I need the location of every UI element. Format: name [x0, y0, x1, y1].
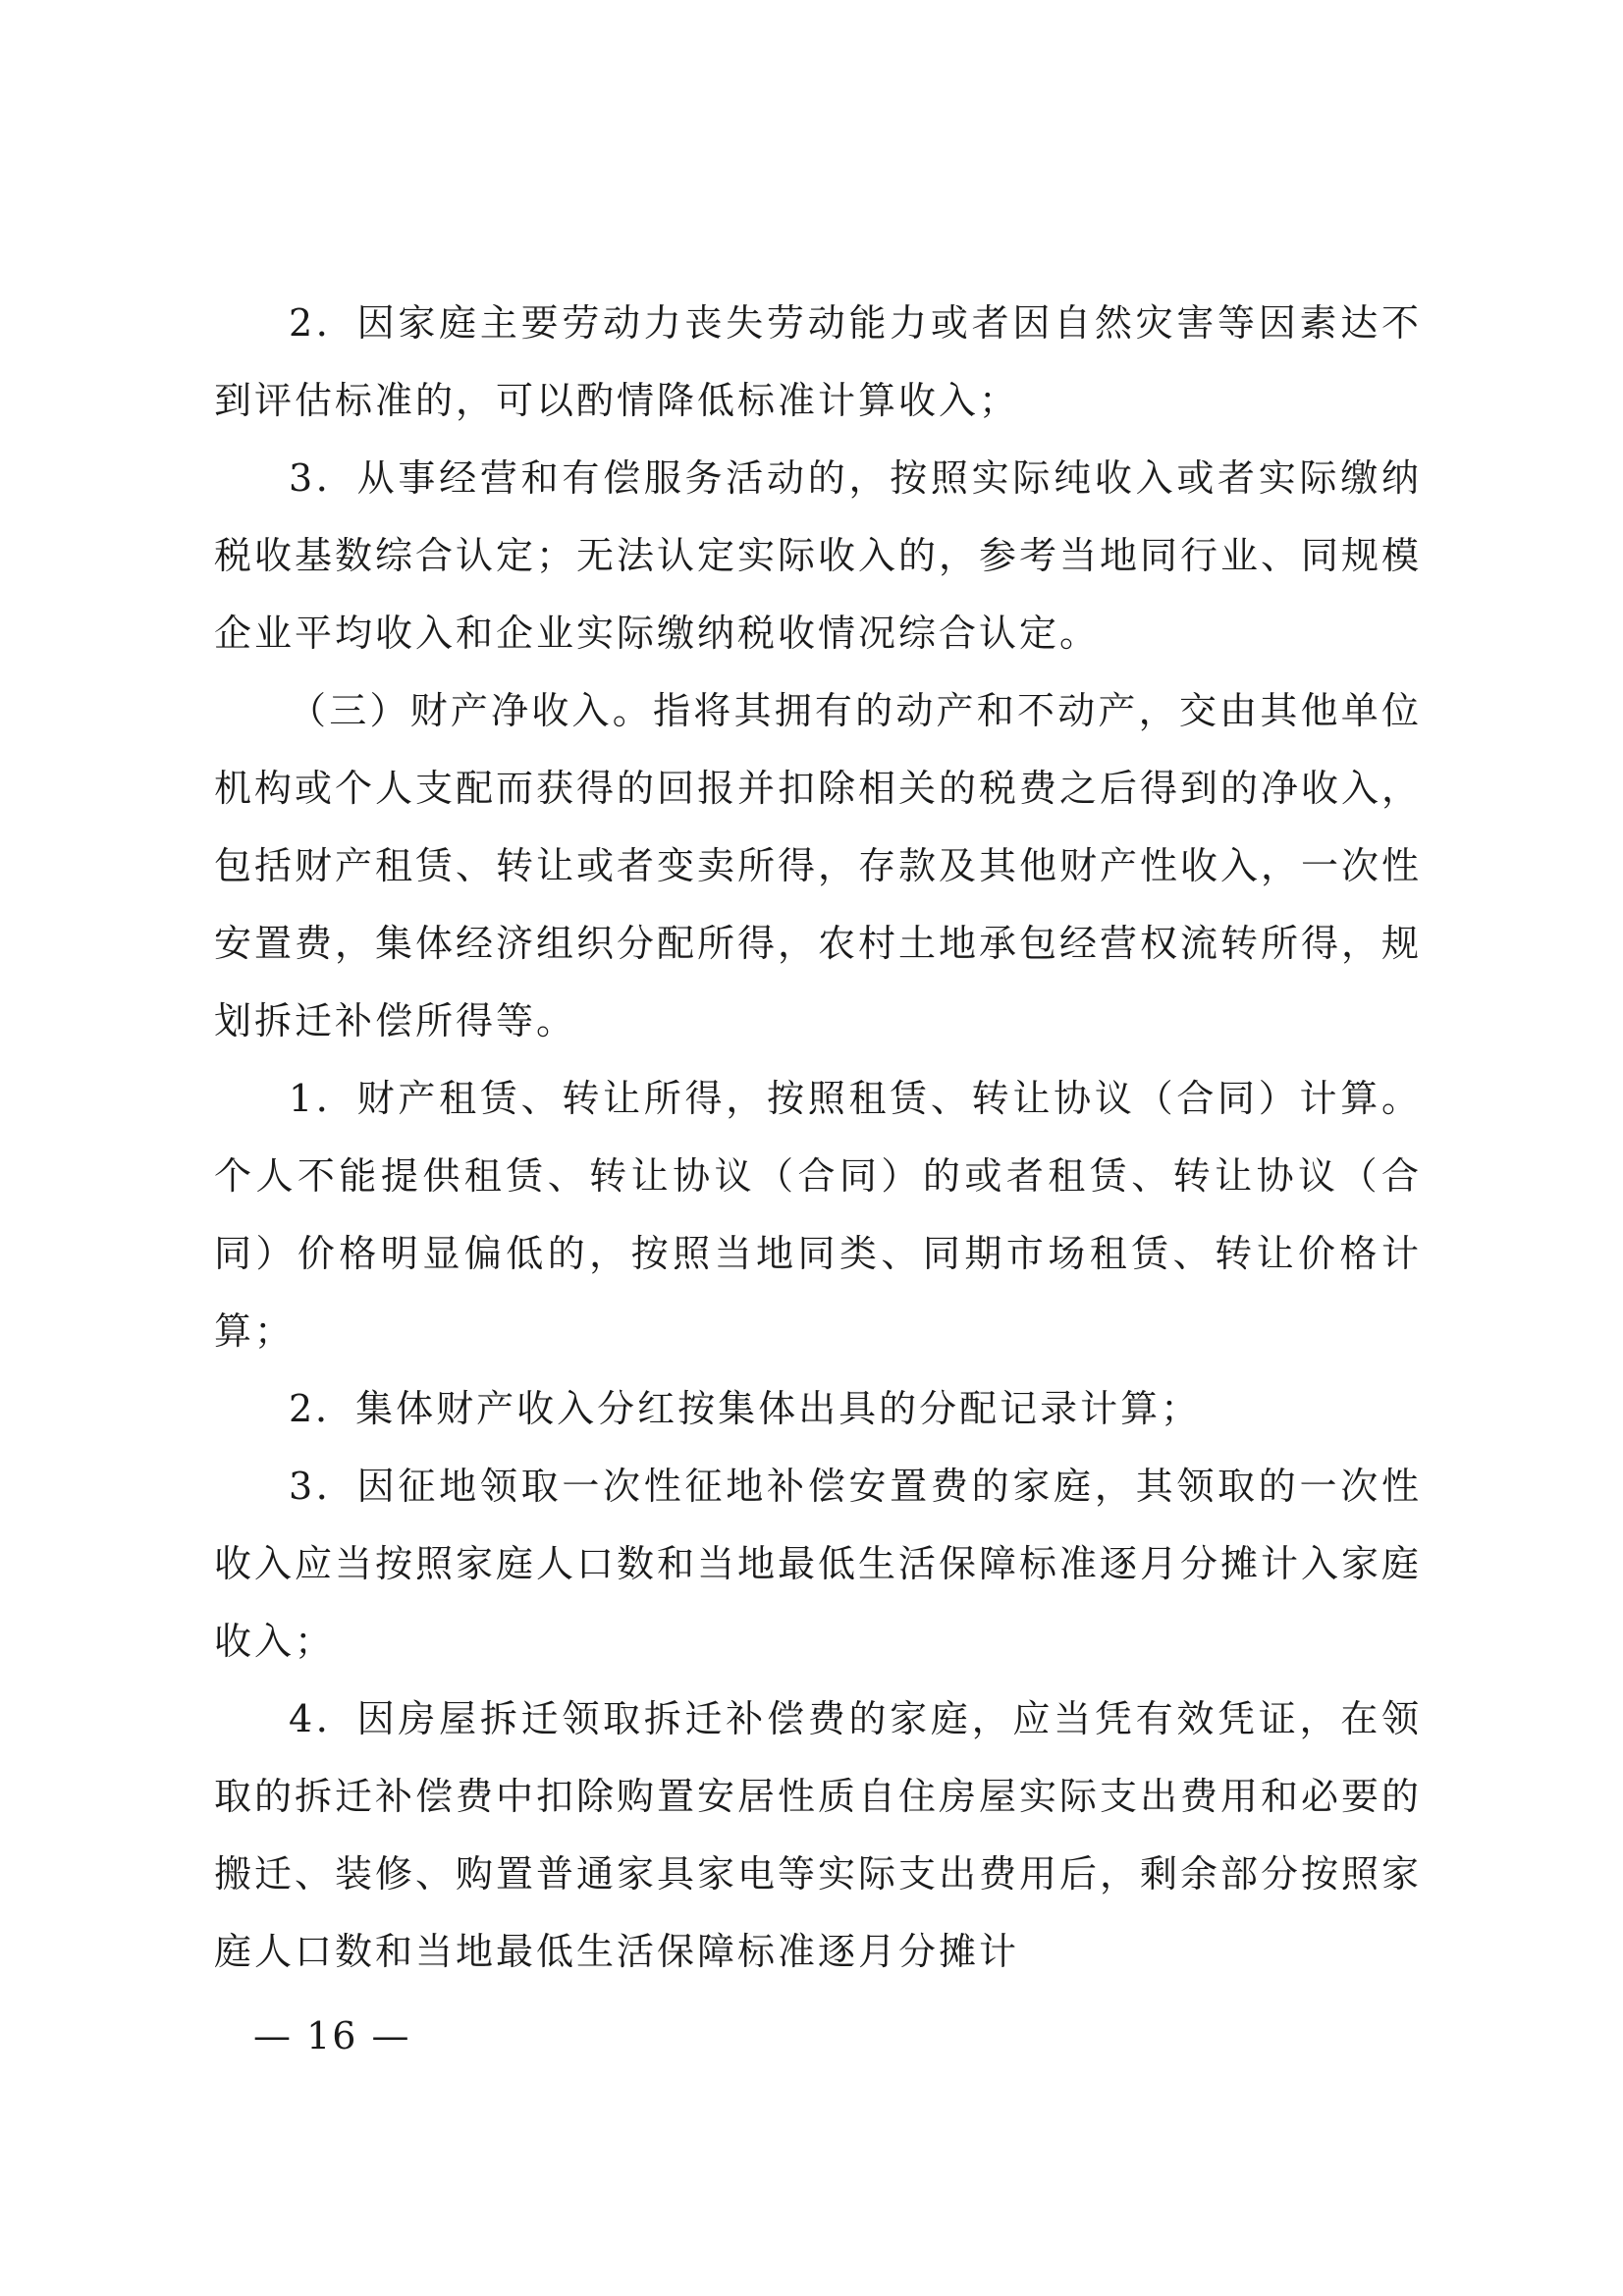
page-number: — 16 —: [253, 2014, 411, 2057]
paragraph: 2．集体财产收入分红按集体出具的分配记录计算；: [289, 1387, 1202, 1430]
paragraph: （三）财产净收入。指将其拥有的动产和不动产，交由其他单位机构或个人支配而获得的回报并扣除相关的税费之后得到的净收入，包括财产租赁、转让或者变卖所得，存款及其他财产性收入，一次性安置费，集体经济组织分配所得，农村土地承包经营权流转所得，规划拆迁补偿所得等。: [214, 689, 1423, 1042]
paragraph: 3．因征地领取一次性征地补偿安置费的家庭，其领取的一次性收入应当按照家庭人口数和当地最低生活保障标准逐月分摊计入家庭收入；: [214, 1465, 1423, 1663]
paragraph: 4．因房屋拆迁领取拆迁补偿费的家庭，应当凭有效凭证，在领取的拆迁补偿费中扣除购置安居性质自住房屋实际支出费用和必要的搬迁、装修、购置普通家具家电等实际支出费用后，剩余部分按照家庭人口数和当地最低生活保障标准逐月分摊计: [214, 1697, 1423, 1973]
paragraph: 2．因家庭主要劳动力丧失劳动能力或者因自然灾害等因素达不到评估标准的，可以酌情降低标准计算收入；: [214, 301, 1422, 422]
paragraph: 1．财产租赁、转让所得，按照租赁、转让协议（合同）计算。个人不能提供租赁、转让协议（合同）的或者租赁、转让协议（合同）价格明显偏低的，按照当地同类、同期市场租赁、转让价格计算；: [214, 1077, 1422, 1353]
document-body: [214, 285, 1422, 1991]
paragraph: 3．从事经营和有偿服务活动的，按照实际纯收入或者实际缴纳税收基数综合认定；无法认定实际收入的，参考当地同行业、同规模企业平均收入和企业实际缴纳税收情况综合认定。: [214, 456, 1423, 655]
